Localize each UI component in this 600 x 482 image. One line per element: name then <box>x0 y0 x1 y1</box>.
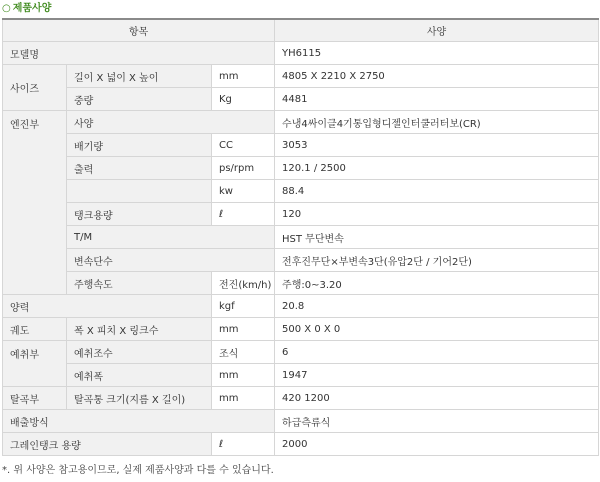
row-item: 예취조수 <box>67 341 212 364</box>
table-row <box>3 88 599 111</box>
row-item: 중량 <box>67 88 212 111</box>
row-group: 사이즈 <box>3 65 67 111</box>
row-value: YH6115 <box>275 42 599 65</box>
row-unit: ℓ <box>212 203 275 226</box>
row-value: 88.4 <box>275 180 599 203</box>
header-spec: 사양 <box>275 19 599 42</box>
row-value: 120 <box>275 203 599 226</box>
row-value: 420 1200 <box>275 387 599 410</box>
row-item: 변속단수 <box>67 249 275 272</box>
row-unit: mm <box>212 318 275 341</box>
footnote: *. 위 사양은 참고용이므로, 실제 제품사양과 다를 수 있습니다. <box>2 465 274 476</box>
table-row <box>3 318 599 341</box>
row-group: 탈곡부 <box>3 387 67 410</box>
row-value: 500 X 0 X 0 <box>275 318 599 341</box>
row-unit: kgf <box>212 295 275 318</box>
header-item: 항목 <box>3 19 275 42</box>
row-value: 4805 X 2210 X 2750 <box>275 65 599 88</box>
row-label: 그레인탱크 용량 <box>3 433 212 456</box>
row-value: 2000 <box>275 433 599 456</box>
row-unit: mm <box>212 65 275 88</box>
table-row <box>3 272 599 295</box>
row-item: 폭 X 피치 X 링크수 <box>67 318 212 341</box>
row-item: T/M <box>67 226 275 249</box>
row-value: 1947 <box>275 364 599 387</box>
row-unit: kw <box>212 180 275 203</box>
row-unit: mm <box>212 364 275 387</box>
row-unit: ℓ <box>212 433 275 456</box>
table-row <box>3 249 599 272</box>
table-row <box>3 111 599 134</box>
row-unit: CC <box>212 134 275 157</box>
table-row <box>3 157 599 180</box>
row-item: 탈곡통 크기(지름 X 길이) <box>67 387 212 410</box>
row-item: 예취폭 <box>67 364 212 387</box>
row-value: 주행:0~3.20 <box>275 272 599 295</box>
row-unit: Kg <box>212 88 275 111</box>
row-value: 3053 <box>275 134 599 157</box>
row-item-empty <box>67 180 212 203</box>
table-row <box>3 387 599 410</box>
row-item: 출력 <box>67 157 212 180</box>
row-item: 주행속도 <box>67 272 212 295</box>
row-item: 사양 <box>67 111 275 134</box>
section-title <box>0 0 600 18</box>
table-row <box>3 410 599 433</box>
table-row <box>3 65 599 88</box>
row-value: HST 무단변속 <box>275 226 599 249</box>
row-label: 모델명 <box>3 42 275 65</box>
row-value: 전후진무단×부변속3단(유압2단 / 기어2단) <box>275 249 599 272</box>
row-value: 20.8 <box>275 295 599 318</box>
table-row <box>3 341 599 364</box>
row-unit: ps/rpm <box>212 157 275 180</box>
row-group: 궤도 <box>3 318 67 341</box>
table-row <box>3 295 599 318</box>
row-unit: mm <box>212 387 275 410</box>
table-row <box>3 180 599 203</box>
row-label: 양력 <box>3 295 212 318</box>
circle-bullet-icon: ○ <box>2 3 11 14</box>
row-value: 6 <box>275 341 599 364</box>
row-value: 120.1 / 2500 <box>275 157 599 180</box>
row-value: 수냉4싸이클4기통입형디젤인터쿨러터보(CR) <box>275 111 599 134</box>
table-row <box>3 226 599 249</box>
table-row <box>3 42 599 65</box>
table-row <box>3 433 599 456</box>
row-label: 배출방식 <box>3 410 275 433</box>
table-row <box>3 203 599 226</box>
row-item: 탱크용량 <box>67 203 212 226</box>
row-group: 예취부 <box>3 341 67 387</box>
row-item: 배기량 <box>67 134 212 157</box>
row-unit: 조식 <box>212 341 275 364</box>
row-group: 엔진부 <box>3 111 67 295</box>
row-value: 4481 <box>275 88 599 111</box>
section-title-text: 제품사양 <box>12 3 52 14</box>
table-header-row <box>3 19 599 42</box>
row-item: 길이 X 넓이 X 높이 <box>67 65 212 88</box>
table-row <box>3 134 599 157</box>
spec-table <box>2 18 599 456</box>
table-row <box>3 364 599 387</box>
row-unit: 전진(km/h) <box>212 272 275 295</box>
row-value: 하급측류식 <box>275 410 599 433</box>
